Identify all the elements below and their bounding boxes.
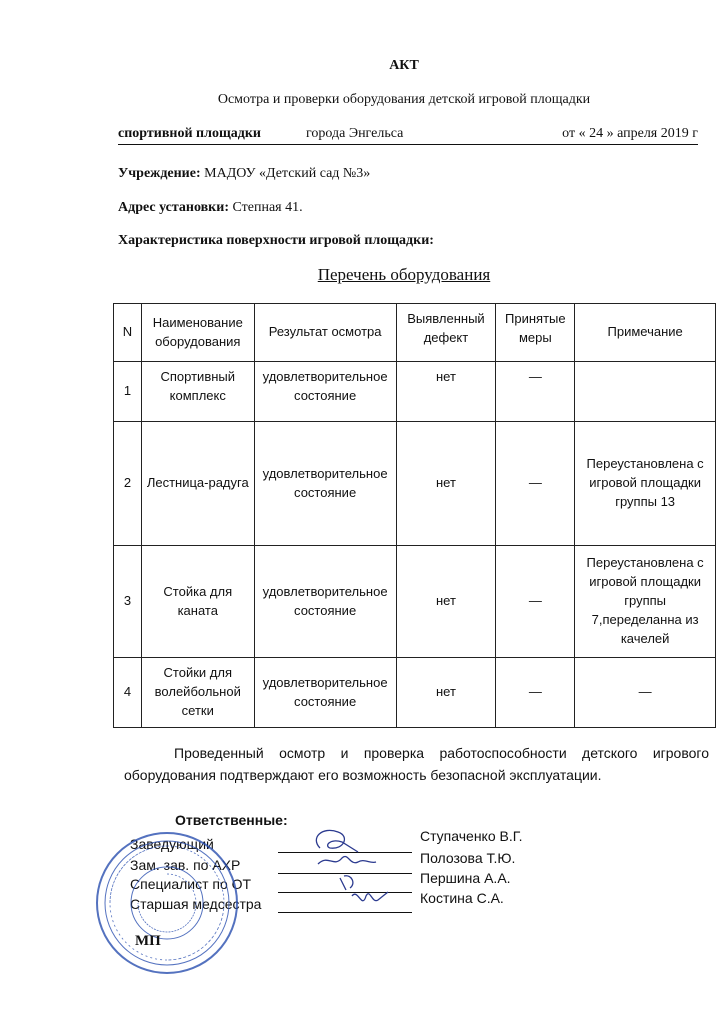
institution-label: Учреждение: <box>118 166 201 181</box>
cell-defect: нет <box>396 362 496 422</box>
name-safety-specialist: Першина А.А. <box>420 870 511 886</box>
cell-name: Стойки для волейбольной сетки <box>141 658 254 728</box>
cell-note: — <box>575 658 716 728</box>
role-head: Заведующий <box>130 836 214 852</box>
role-head-nurse: Старшая медсестра <box>130 896 262 912</box>
cell-measures: — <box>496 362 575 422</box>
header-note: Примечание <box>575 304 716 362</box>
header-measures: Принятые меры <box>496 304 575 362</box>
cell-result: удовлетворительное состояние <box>254 658 396 728</box>
responsible-title: Ответственные: <box>175 812 288 828</box>
cell-defect: нет <box>396 658 496 728</box>
address-value: Степная 41. <box>232 200 303 215</box>
cell-note <box>575 362 716 422</box>
cell-n: 4 <box>114 658 142 728</box>
surface-field <box>118 233 434 249</box>
table-row <box>114 422 716 546</box>
equipment-list-title: Перечень оборудования <box>317 265 491 284</box>
header-n: N <box>114 304 142 362</box>
cell-measures: — <box>496 422 575 546</box>
cell-name: Лестница-радуга <box>141 422 254 546</box>
cell-note: Переустановлена с игровой площадки группы 7,переделанна из качелей <box>575 546 716 658</box>
cell-note: Переустановлена с игровой площадки группы 13 <box>575 422 716 546</box>
institution-field <box>118 166 370 182</box>
cell-defect: нет <box>396 422 496 546</box>
address-field <box>118 200 303 216</box>
cell-name: Спортивный комплекс <box>141 362 254 422</box>
table-row <box>114 658 716 728</box>
playground-type: спортивной площадки <box>118 126 261 141</box>
conclusion-paragraph: Проведенный осмотр и проверка работоспособности детского игрового оборудования подтверждают его возможность безопасной эксплуатации. <box>124 745 709 783</box>
cell-measures: — <box>496 658 575 728</box>
cell-measures: — <box>496 546 575 658</box>
role-deputy: Зам. зав. по АХР <box>130 857 241 873</box>
name-head: Ступаченко В.Г. <box>420 828 523 844</box>
cell-result: удовлетворительное состояние <box>254 546 396 658</box>
cell-n: 1 <box>114 362 142 422</box>
act-date: от « 24 » апреля 2019 г <box>562 126 698 141</box>
cell-result: удовлетворительное состояние <box>254 362 396 422</box>
name-deputy: Полозова Т.Ю. <box>420 850 516 866</box>
header-defect: Выявленный дефект <box>396 304 496 362</box>
cell-n: 2 <box>114 422 142 546</box>
table-row <box>114 362 716 422</box>
cell-name: Стойка для каната <box>141 546 254 658</box>
cell-result: удовлетворительное состояние <box>254 422 396 546</box>
act-details-line <box>118 126 698 145</box>
header-result: Результат осмотра <box>254 304 396 362</box>
header-name: Наименование оборудования <box>141 304 254 362</box>
document-title: АКТ <box>389 58 419 73</box>
cell-defect: нет <box>396 546 496 658</box>
cell-n: 3 <box>114 546 142 658</box>
surface-label: Характеристика поверхности игровой площадки: <box>118 233 434 248</box>
official-stamp <box>92 828 242 978</box>
city: города Энгельса <box>306 126 404 141</box>
table-row <box>114 546 716 658</box>
equipment-table <box>113 303 716 728</box>
stamp-label: МП <box>135 933 161 949</box>
signatures-graphic <box>300 818 400 918</box>
institution-value: МАДОУ «Детский сад №3» <box>204 166 371 181</box>
address-label: Адрес установки: <box>118 200 229 215</box>
name-head-nurse: Костина С.А. <box>420 890 504 906</box>
table-header-row <box>114 304 716 362</box>
role-safety-specialist: Специалист по ОТ <box>130 876 252 892</box>
document-subtitle: Осмотра и проверки оборудования детской игровой площадки <box>217 92 591 107</box>
